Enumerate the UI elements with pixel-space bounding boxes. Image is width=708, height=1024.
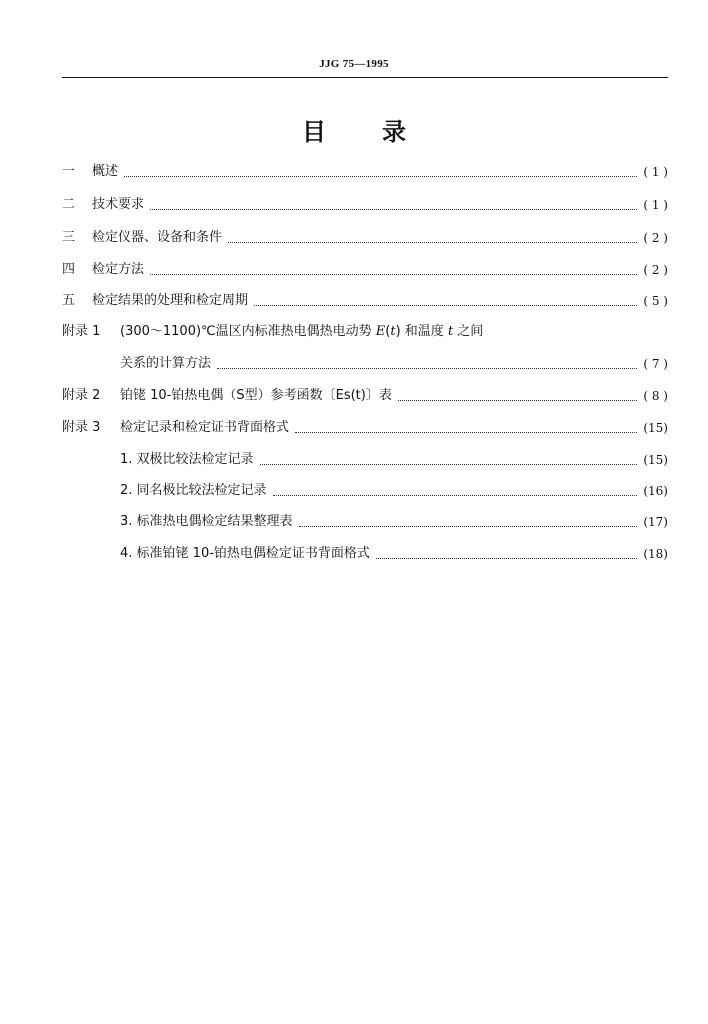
toc-leader-dots xyxy=(150,274,637,275)
toc-entry-title: 检定方法 xyxy=(92,262,145,277)
toc-entry-appendix-3-2[interactable] xyxy=(62,481,668,501)
toc-entry-title: 3. 标准热电偶检定结果整理表 xyxy=(120,514,293,529)
toc-leader-dots xyxy=(228,242,637,243)
toc-entry-title: 铂铑 10-铂热电偶（S型）参考函数〔Es(t)〕表 xyxy=(120,388,392,403)
toc-entry-number: 二 xyxy=(62,197,76,212)
toc-entry-title: 关系的计算方法 xyxy=(120,356,212,371)
title-char-2: 录 xyxy=(382,118,406,146)
toc-entry-page: ( 1 ) xyxy=(643,198,668,212)
toc-leader-dots xyxy=(299,526,638,527)
toc-entry-number: 四 xyxy=(62,262,76,277)
toc-entry-number: 五 xyxy=(62,293,76,308)
toc-entry-methods[interactable] xyxy=(62,260,668,280)
toc-entry-page: (18) xyxy=(643,547,668,561)
toc-leader-dots xyxy=(295,432,637,433)
toc-entry-page: ( 5 ) xyxy=(643,294,668,308)
toc-entry-technical-requirements[interactable] xyxy=(62,195,668,215)
toc-entry-page: ( 1 ) xyxy=(643,165,668,179)
toc-entry-page: (15) xyxy=(643,421,668,435)
toc-entry-overview[interactable] xyxy=(62,162,668,182)
toc-entry-title: 检定记录和检定证书背面格式 xyxy=(120,420,290,435)
toc-entry-number: 三 xyxy=(62,230,76,245)
standard-code-header: JJG 75—1995 xyxy=(319,58,389,70)
toc-leader-dots xyxy=(254,305,637,306)
toc-entry-title: 技术要求 xyxy=(92,197,145,212)
toc-entry-page: ( 8 ) xyxy=(643,389,668,403)
toc-entry-number: 附录 2 xyxy=(62,388,101,403)
toc-leader-dots xyxy=(260,464,638,465)
toc-entry-number: 附录 3 xyxy=(62,420,101,435)
toc-entry-appendix-3-4[interactable] xyxy=(62,544,668,564)
toc-entry-appendix-1-cont[interactable] xyxy=(62,354,668,374)
toc-entry-title: 4. 标准铂铑 10-铂热电偶检定证书背面格式 xyxy=(120,546,370,561)
toc-entry-results-period[interactable] xyxy=(62,291,668,311)
toc-entry-title: 检定结果的处理和检定周期 xyxy=(92,293,249,308)
toc-leader-dots xyxy=(217,368,637,369)
toc-entry-appendix-3-1[interactable] xyxy=(62,450,668,470)
toc-entry-page: ( 2 ) xyxy=(643,263,668,277)
toc-entry-appendix-1[interactable] xyxy=(62,322,668,342)
toc-entry-title: 1. 双极比较法检定记录 xyxy=(120,452,254,467)
toc-entry-appendix-2[interactable] xyxy=(62,386,668,406)
toc-entry-page: (16) xyxy=(643,484,668,498)
toc-entry-number: 附录 1 xyxy=(62,324,101,339)
toc-entry-title: (300～1100)℃温区内标准热电偶热电动势 E(t) 和温度 t 之间 xyxy=(120,324,484,339)
header-rule xyxy=(62,77,668,78)
toc-entry-page: ( 7 ) xyxy=(643,357,668,371)
toc-leader-dots xyxy=(398,400,638,401)
title-char-1: 目 xyxy=(302,118,326,146)
toc-entry-page: (15) xyxy=(643,453,668,467)
toc-entry-page: (17) xyxy=(643,515,668,529)
toc-entry-number: 一 xyxy=(62,164,76,179)
toc-entry-title: 概述 xyxy=(92,164,119,179)
toc-entry-title: 2. 同名极比较法检定记录 xyxy=(120,483,267,498)
toc-leader-dots xyxy=(150,209,637,210)
toc-entry-appendix-3[interactable] xyxy=(62,418,668,438)
toc-leader-dots xyxy=(273,495,638,496)
toc-leader-dots xyxy=(124,176,637,177)
toc-entry-instruments[interactable] xyxy=(62,228,668,248)
toc-leader-dots xyxy=(376,558,637,559)
toc-entry-page: ( 2 ) xyxy=(643,231,668,245)
toc-entry-title: 检定仪器、设备和条件 xyxy=(92,230,223,245)
page-title xyxy=(0,112,708,147)
toc-entry-appendix-3-3[interactable] xyxy=(62,512,668,532)
